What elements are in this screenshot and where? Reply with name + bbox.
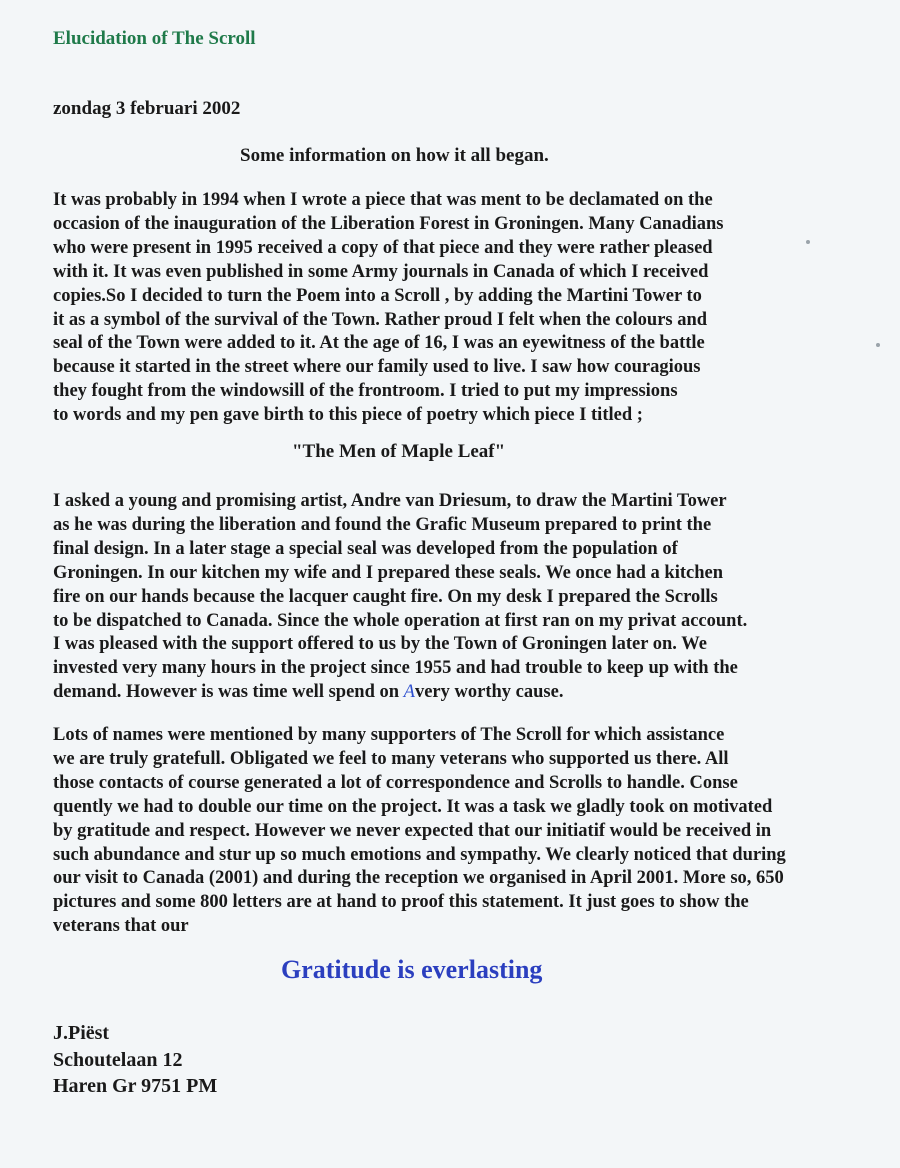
- text-line: veterans that our: [53, 916, 189, 937]
- text-line: I asked a young and promising artist, Andre van Driesum, to draw the Martini Tower: [53, 491, 727, 511]
- text-line: they fought from the windowsill of the frontroom. I tried to put my impressions: [53, 381, 678, 402]
- text-line: copies.So I decided to turn the Poem into a Scroll , by adding the Martini Tower to: [53, 285, 702, 306]
- text-line: quently we had to double our time on the project. It was a task we gladly took on motivated: [53, 796, 773, 817]
- text-line: Lots of names were mentioned by many supporters of The Scroll for which assistance: [53, 725, 725, 745]
- text-line: as he was during the liberation and found the Grafic Museum prepared to print the: [53, 514, 712, 535]
- text-line: seal of the Town were added to it. At the age of 16, I was an eyewitness of the battle: [53, 333, 705, 354]
- text-line: to be dispatched to Canada. Since the whole operation at first ran on my privat account.: [53, 610, 748, 631]
- scan-speck: [876, 343, 880, 347]
- signature-name: J.Piëst: [53, 1022, 110, 1044]
- poem-title: "The Men of Maple Leaf": [292, 441, 506, 462]
- text-line: by gratitude and respect. However we never expected that our initiatif would be received in: [53, 820, 772, 841]
- signature-city: Haren Gr 9751 PM: [53, 1075, 218, 1097]
- text-fragment: very worthy cause.: [414, 682, 564, 703]
- paragraph-gratitude: [53, 724, 786, 939]
- text-line: it as a symbol of the survival of the Town. Rather proud I felt when the colours and: [53, 309, 708, 330]
- paragraph-production: [53, 490, 747, 705]
- text-line: because it started in the street where our family used to live. I saw how couragious: [53, 357, 701, 378]
- text-line: with it. It was even published in some Army journals in Canada of which I received: [53, 261, 709, 282]
- text-line: our visit to Canada (2001) and during the reception we organised in April 2001. More so, 650: [53, 868, 784, 889]
- text-line: pictures and some 800 letters are at hand to proof this statement. It just goes to show the: [53, 892, 749, 913]
- document-date: zondag 3 februari 2002: [53, 98, 241, 119]
- closing-statement: Gratitude is everlasting: [281, 955, 543, 984]
- text-line: we are truly gratefull. Obligated we feel to many veterans who supported us there. All: [53, 748, 729, 769]
- text-line: I was pleased with the support offered to us by the Town of Groningen later on. We: [53, 634, 707, 655]
- text-line: who were present in 1995 received a copy of that piece and they were rather pleased: [53, 237, 713, 258]
- signature-street: Schoutelaan 12: [53, 1048, 183, 1071]
- document-title: Elucidation of The Scroll: [53, 28, 256, 49]
- text-line: to words and my pen gave birth to this piece of poetry which piece I titled ;: [53, 405, 643, 426]
- text-line: such abundance and stur up so much emotions and sympathy. We clearly noticed that during: [53, 844, 786, 865]
- text-line: invested very many hours in the project since 1955 and had trouble to keep up with the: [53, 658, 738, 679]
- scan-speck: [806, 240, 810, 244]
- document-subtitle: Some information on how it all began.: [240, 145, 549, 166]
- text-line: fire on our hands because the lacquer caught fire. On my desk I prepared the Scrolls: [53, 586, 718, 607]
- text-line: It was probably in 1994 when I wrote a piece that was ment to be declamated on the: [53, 190, 713, 210]
- paragraph-origin: [53, 189, 724, 428]
- text-line: those contacts of course generated a lot of correspondence and Scrolls to handle. Conse: [53, 772, 738, 793]
- text-line: final design. In a later stage a special seal was developed from the population of: [53, 538, 678, 559]
- text-line: occasion of the inauguration of the Liberation Forest in Groningen. Many Canadians: [53, 213, 724, 234]
- handwritten-insert: A: [403, 682, 415, 703]
- signature-block: [53, 1020, 217, 1100]
- text-fragment: demand. However is was time well spend on: [53, 682, 404, 703]
- text-line: Groningen. In our kitchen my wife and I prepared these seals. We once had a kitchen: [53, 562, 724, 583]
- text-line: [53, 681, 747, 705]
